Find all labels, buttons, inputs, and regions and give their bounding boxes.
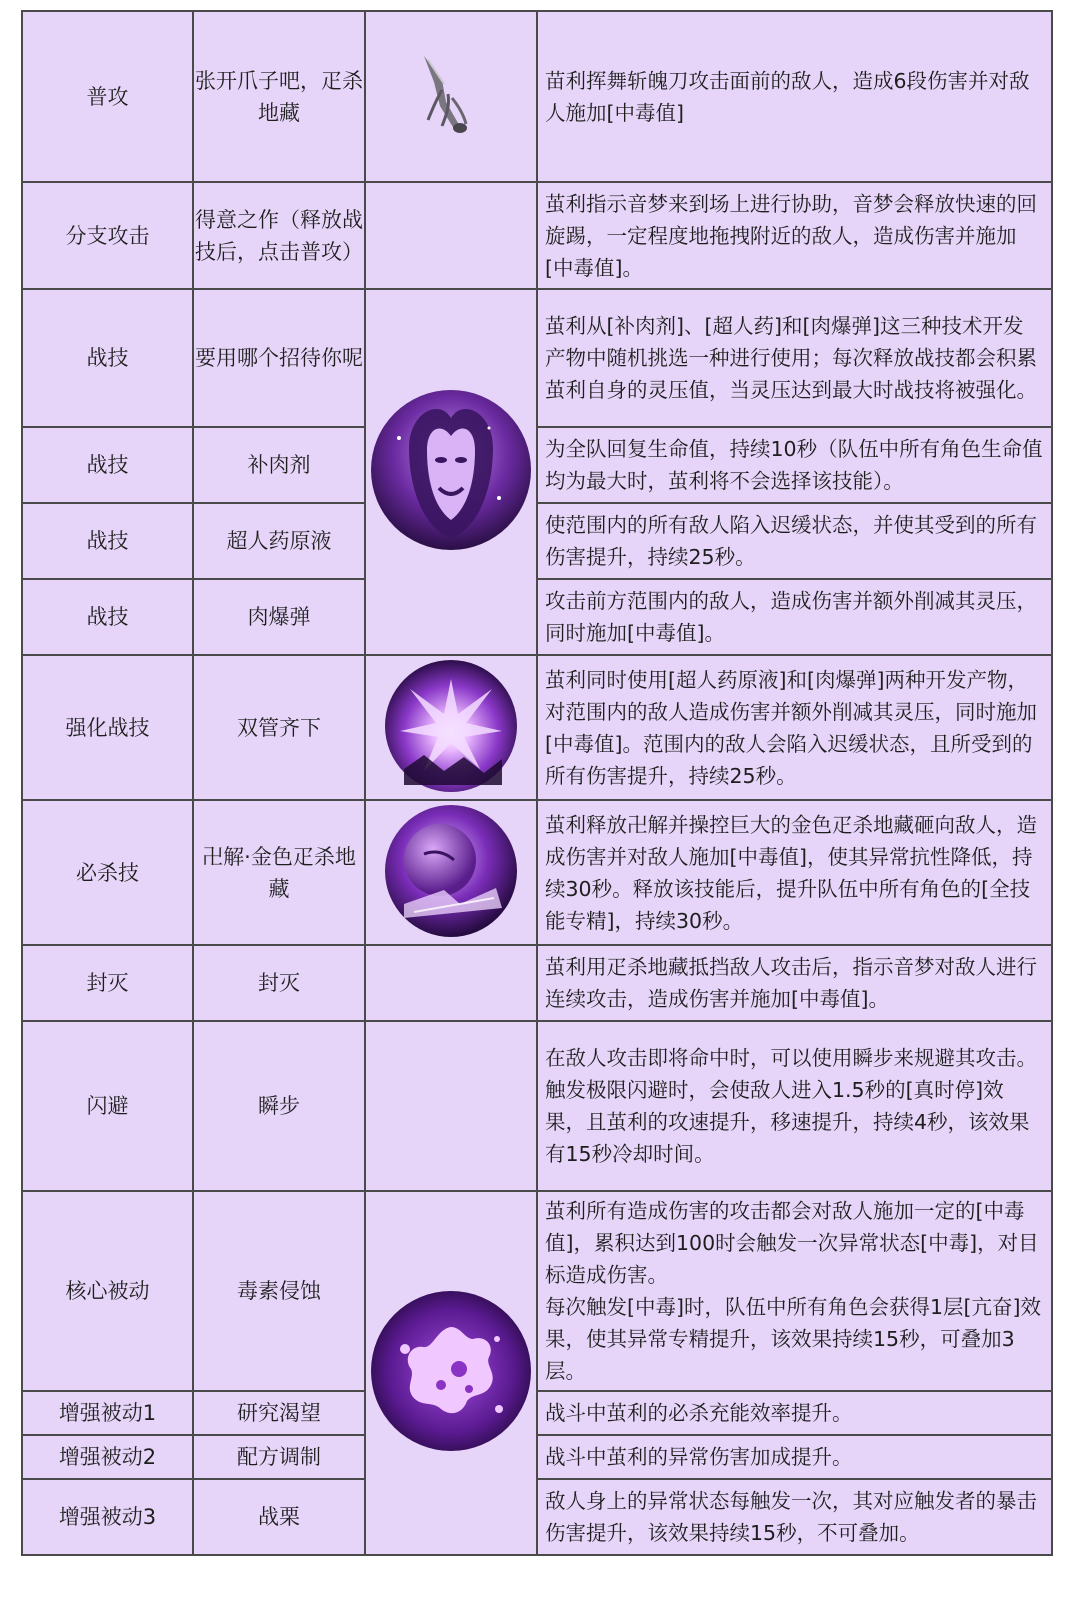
table-row: [22, 11, 1052, 182]
skill-type: 增强被动2: [22, 1435, 193, 1479]
skill-icon-cell: [365, 11, 537, 182]
table-row: [22, 579, 1052, 655]
skill-name: 研究渴望: [193, 1391, 365, 1435]
skill-desc: [537, 1021, 1052, 1191]
desc-line: 为全队回复生命值，持续10秒（队伍中所有角色生命值均为最大时，茧利将不会选择该技能）。: [545, 437, 1043, 493]
skill-desc: [537, 655, 1052, 800]
skill-name: 双管齐下: [193, 655, 365, 800]
skill-name: 补肉剂: [193, 427, 365, 503]
skill-type: 战技: [22, 503, 193, 579]
skill-name: 超人药原液: [193, 503, 365, 579]
desc-line: 茧利释放卍解并操控巨大的金色疋杀地藏砸向敌人，造成伤害并对敌人施加[中毒值]，使其异常抗性降低，持续30秒。释放该技能后，提升队伍中所有角色的[全技能专精]，持续30秒。: [545, 812, 1037, 933]
skill-desc: [537, 1191, 1052, 1391]
desc-line: 苗利挥舞斩魄刀攻击面前的敌人，造成6段伤害并对敌人施加[中毒值]: [545, 68, 1030, 125]
skill-type: 分支攻击: [22, 182, 193, 289]
desc-line: 每次触发[中毒]时，队伍中所有角色会获得1层[亢奋]效果，使其异常专精提升，该效果持续15秒，可叠加3层。: [545, 1295, 1042, 1383]
desc-line: 使范围内的所有敌人陷入迟缓状态，并使其受到的所有伤害提升，持续25秒。: [545, 513, 1037, 569]
table-row: [22, 503, 1052, 579]
skill-desc: [537, 289, 1052, 427]
skill-icon-cell: [365, 1191, 537, 1555]
skill-type: 战技: [22, 427, 193, 503]
desc-line: 战斗中茧利的异常伤害加成提升。: [545, 1445, 853, 1469]
claw-blade-icon: [406, 50, 496, 144]
hooded-figure-icon: [369, 388, 533, 556]
explosion-burst-icon: [384, 659, 518, 797]
table-row: [22, 1435, 1052, 1479]
skill-name: 配方调制: [193, 1435, 365, 1479]
desc-line: 茧利指示音梦来到场上进行协助，音梦会释放快速的回旋踢，一定程度地拖拽附近的敌人，造成伤害并施加[中毒值]。: [545, 191, 1037, 280]
skill-type: 战技: [22, 579, 193, 655]
skill-type: 必杀技: [22, 800, 193, 945]
table-row: [22, 1479, 1052, 1555]
skill-icon-cell: [365, 655, 537, 800]
skill-name: 卍解·金色疋杀地藏: [193, 800, 365, 945]
desc-line: 在敌人攻击即将命中时，可以使用瞬步来规避其攻击。: [545, 1046, 1037, 1070]
table-row: [22, 1191, 1052, 1391]
skill-icon-cell: [365, 1021, 537, 1191]
skill-desc: [537, 11, 1052, 182]
skill-icon-cell: [365, 182, 537, 289]
skill-icon-cell: [365, 800, 537, 945]
skill-type: 闪避: [22, 1021, 193, 1191]
skill-name: 要用哪个招待你呢: [193, 289, 365, 427]
skill-type: 增强被动3: [22, 1479, 193, 1555]
table-row: [22, 655, 1052, 800]
desc-line: 触发极限闪避时，会使敌人进入1.5秒的[真时停]效果，且茧利的攻速提升，移速提升，持续4秒，该效果有15秒冷却时间。: [545, 1078, 1030, 1166]
desc-line: 茧利所有造成伤害的攻击都会对敌人施加一定的[中毒值]，累积达到100时会触发一次异常状态[中毒]，对目标造成伤害。: [545, 1199, 1039, 1287]
skill-name: 毒素侵蚀: [193, 1191, 365, 1391]
poison-splash-icon: [369, 1289, 533, 1457]
skill-desc: [537, 427, 1052, 503]
skill-desc: [537, 1391, 1052, 1435]
table-row: [22, 1021, 1052, 1191]
skill-name: 瞬步: [193, 1021, 365, 1191]
skill-desc: [537, 1435, 1052, 1479]
skill-name: 肉爆弹: [193, 579, 365, 655]
skill-name: 张开爪子吧，疋杀地藏: [193, 11, 365, 182]
table-row: [22, 182, 1052, 289]
skill-type: 强化战技: [22, 655, 193, 800]
skill-name: 封灭: [193, 945, 365, 1021]
skill-type: 普攻: [22, 11, 193, 182]
desc-line: 茧利用疋杀地藏抵挡敌人攻击后，指示音梦对敌人进行连续攻击，造成伤害并施加[中毒值]。: [545, 955, 1037, 1011]
skill-icon-cell: [365, 289, 537, 655]
skill-desc: [537, 800, 1052, 945]
giant-orb-icon: [384, 804, 518, 942]
skill-name: 战栗: [193, 1479, 365, 1555]
skill-type: 增强被动1: [22, 1391, 193, 1435]
skill-name: 得意之作（释放战技后，点击普攻）: [193, 182, 365, 289]
desc-line: 敌人身上的异常状态每触发一次，其对应触发者的暴击伤害提升，该效果持续15秒，不可叠加。: [545, 1489, 1037, 1545]
skill-type: 战技: [22, 289, 193, 427]
table-row: [22, 800, 1052, 945]
skill-desc: [537, 182, 1052, 289]
desc-line: 茧利从[补肉剂]、[超人药]和[肉爆弹]这三种技术开发产物中随机挑选一种进行使用；每次释放战技都会积累茧利自身的灵压值，当灵压达到最大时战技将被强化。: [545, 314, 1037, 402]
table-row: [22, 1391, 1052, 1435]
desc-line: 攻击前方范围内的敌人，造成伤害并额外削减其灵压，同时施加[中毒值]。: [545, 589, 1037, 645]
skill-desc: [537, 503, 1052, 579]
desc-line: 茧利同时使用[超人药原液]和[肉爆弹]两种开发产物，对范围内的敌人造成伤害并额外削减其灵压，同时施加[中毒值]。范围内的敌人会陷入迟缓状态，且所受到的所有伤害提升，持续25秒。: [545, 667, 1037, 788]
table-row: [22, 427, 1052, 503]
skill-type: 封灭: [22, 945, 193, 1021]
desc-line: 战斗中茧利的必杀充能效率提升。: [545, 1401, 853, 1425]
skill-type: 核心被动: [22, 1191, 193, 1391]
table-row: [22, 945, 1052, 1021]
skill-desc: [537, 1479, 1052, 1555]
skill-icon-cell: [365, 945, 537, 1021]
skill-table: [21, 10, 1053, 1556]
skill-desc: [537, 579, 1052, 655]
skill-desc: [537, 945, 1052, 1021]
table-row: [22, 289, 1052, 427]
